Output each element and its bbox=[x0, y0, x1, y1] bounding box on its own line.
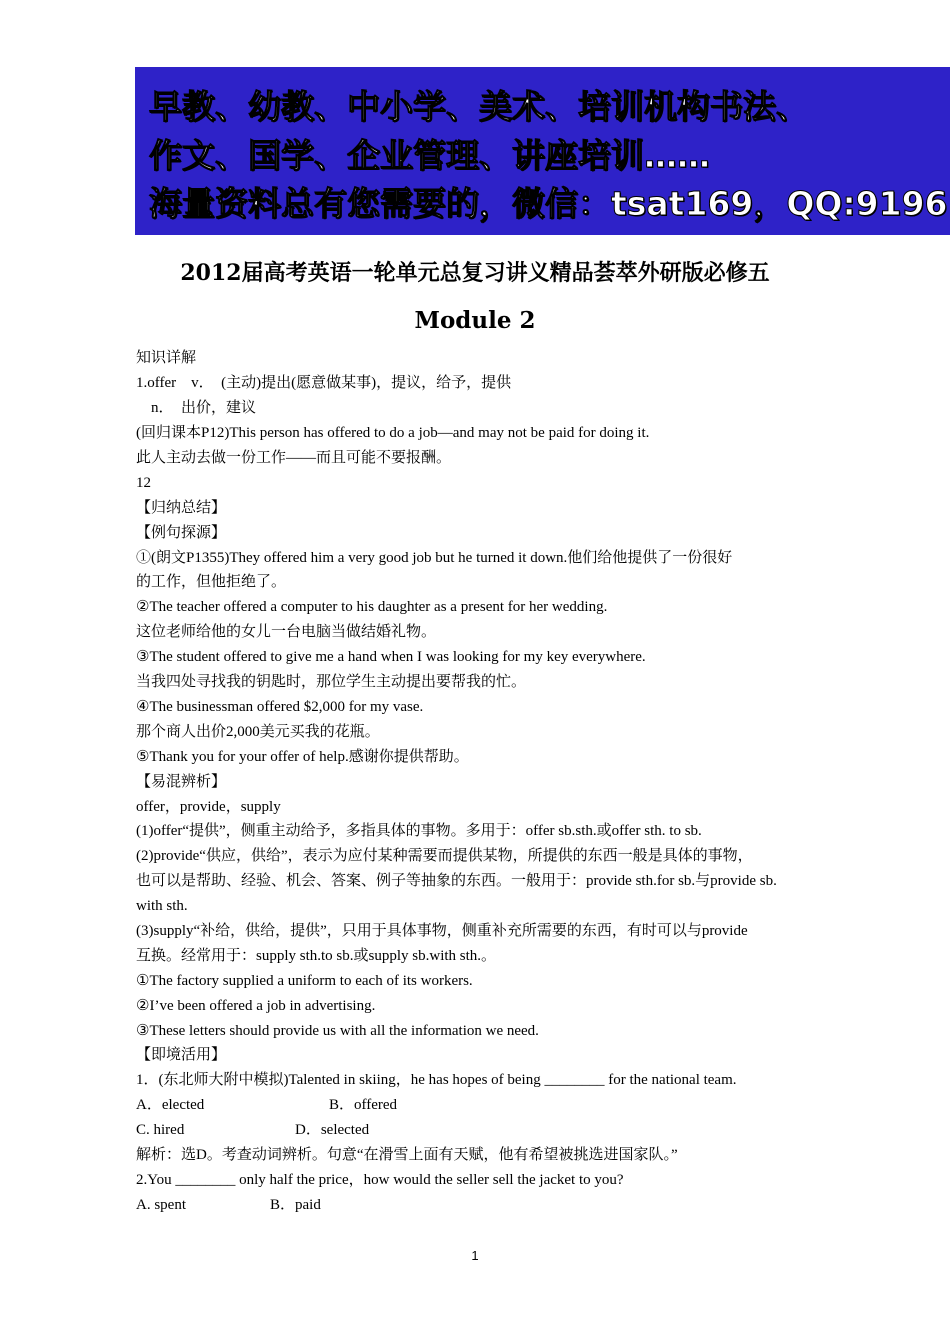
text-line: ③The student offered to give me a hand when I was looking for my key everywhere. bbox=[136, 649, 646, 665]
text-line: 这位老师给他的女儿一台电脑当做结婚礼物。 bbox=[136, 624, 437, 640]
banner-line-3: 海量资料总有您需要的，微信：tsat169，QQ:9196 bbox=[149, 184, 948, 223]
banner-line-1: 早教、幼教、中小学、美术、培训机构书法、 bbox=[149, 87, 809, 126]
text-line: ①(朗文P1355)They offered him a very good job but he turned it down.他们给他提供了一份很好 bbox=[136, 550, 733, 566]
text-line: 1.offer v． (主动)提出(愿意做某事)，提议，给予，提供 bbox=[136, 375, 512, 391]
document-title: 2012届高考英语一轮单元总复习讲义精品荟萃外研版必修五 bbox=[180, 260, 770, 286]
text-line: 知识详解 bbox=[136, 350, 197, 366]
section-heading: 【归纳总结】 bbox=[136, 500, 227, 516]
option-b: B．offered bbox=[329, 1097, 398, 1113]
module-heading: Module 2 bbox=[414, 307, 536, 334]
text-line: ④The businessman offered $2,000 for my vase. bbox=[136, 699, 424, 715]
text-line: with sth. bbox=[136, 898, 188, 914]
section-heading: 【易混辨析】 bbox=[136, 774, 227, 790]
text-line: 互换。经常用于：supply sth.to sb.或supply sb.with sth.。 bbox=[136, 948, 497, 964]
section-heading: 【即境活用】 bbox=[136, 1047, 227, 1063]
text-line: 那个商人出价2,000美元买我的花瓶。 bbox=[136, 724, 380, 740]
page-number: 1 bbox=[471, 1248, 479, 1263]
text-line: 的工作，但他拒绝了。 bbox=[136, 574, 287, 590]
analysis: 解析：选D。考查动词辨析。句意“在滑雪上面有天赋，他有希望被挑选进国家队。” bbox=[136, 1147, 678, 1163]
ad-banner bbox=[135, 67, 950, 235]
text-line: ②I’ve been offered a job in advertising. bbox=[136, 998, 376, 1014]
question-2: 2.You ________ only half the price，how would the seller sell the jacket to you? bbox=[136, 1172, 624, 1188]
text-line: (2)provide“供应，供给”，表示为应付某种需要而提供某物，所提供的东西一般是具体的事物， bbox=[136, 848, 753, 864]
section-heading: 【例句探源】 bbox=[136, 525, 227, 541]
text-line: offer，provide，supply bbox=[136, 799, 281, 815]
option-a: A．elected bbox=[136, 1097, 205, 1113]
text-line: 当我四处寻找我的钥匙时，那位学生主动提出要帮我的忙。 bbox=[136, 674, 527, 690]
banner-line-2: 作文、国学、企业管理、讲座培训…… bbox=[149, 136, 710, 175]
text-line: (回归课本P12)This person has offered to do a job—and may not be paid for doing it. bbox=[136, 425, 650, 441]
question-1: 1．(东北师大附中模拟)Talented in skiing，he has hopes of being ________ for the national team. bbox=[136, 1072, 737, 1088]
option-a: A. spent bbox=[136, 1197, 186, 1213]
text-line: ①The factory supplied a uniform to each of its workers. bbox=[136, 973, 473, 989]
text-line: 也可以是帮助、经验、机会、答案、例子等抽象的东西。一般用于：provide sth.for sb.与provide sb. bbox=[136, 873, 777, 889]
option-b: B．paid bbox=[270, 1197, 321, 1213]
text-line: ②The teacher offered a computer to his daughter as a present for her wedding. bbox=[136, 599, 608, 615]
text-line: 此人主动去做一份工作——而且可能不要报酬。 bbox=[136, 450, 452, 466]
text-line: (1)offer“提供”，侧重主动给予，多指具体的事物。多用于：offer sb.sth.或offer sth. to sb. bbox=[136, 823, 702, 839]
text-line: ③These letters should provide us with all the information we need. bbox=[136, 1023, 539, 1039]
option-c: C. hired bbox=[136, 1122, 185, 1138]
text-line: ⑤Thank you for your offer of help.感谢你提供帮助。 bbox=[136, 749, 469, 765]
option-d: D．selected bbox=[295, 1122, 370, 1138]
text-line: (3)supply“补给，供给，提供”，只用于具体事物，侧重补充所需要的东西，有时可以与provide bbox=[136, 923, 748, 939]
text-line: n． 出价，建议 bbox=[136, 400, 257, 416]
text-line: 12 bbox=[136, 475, 151, 491]
